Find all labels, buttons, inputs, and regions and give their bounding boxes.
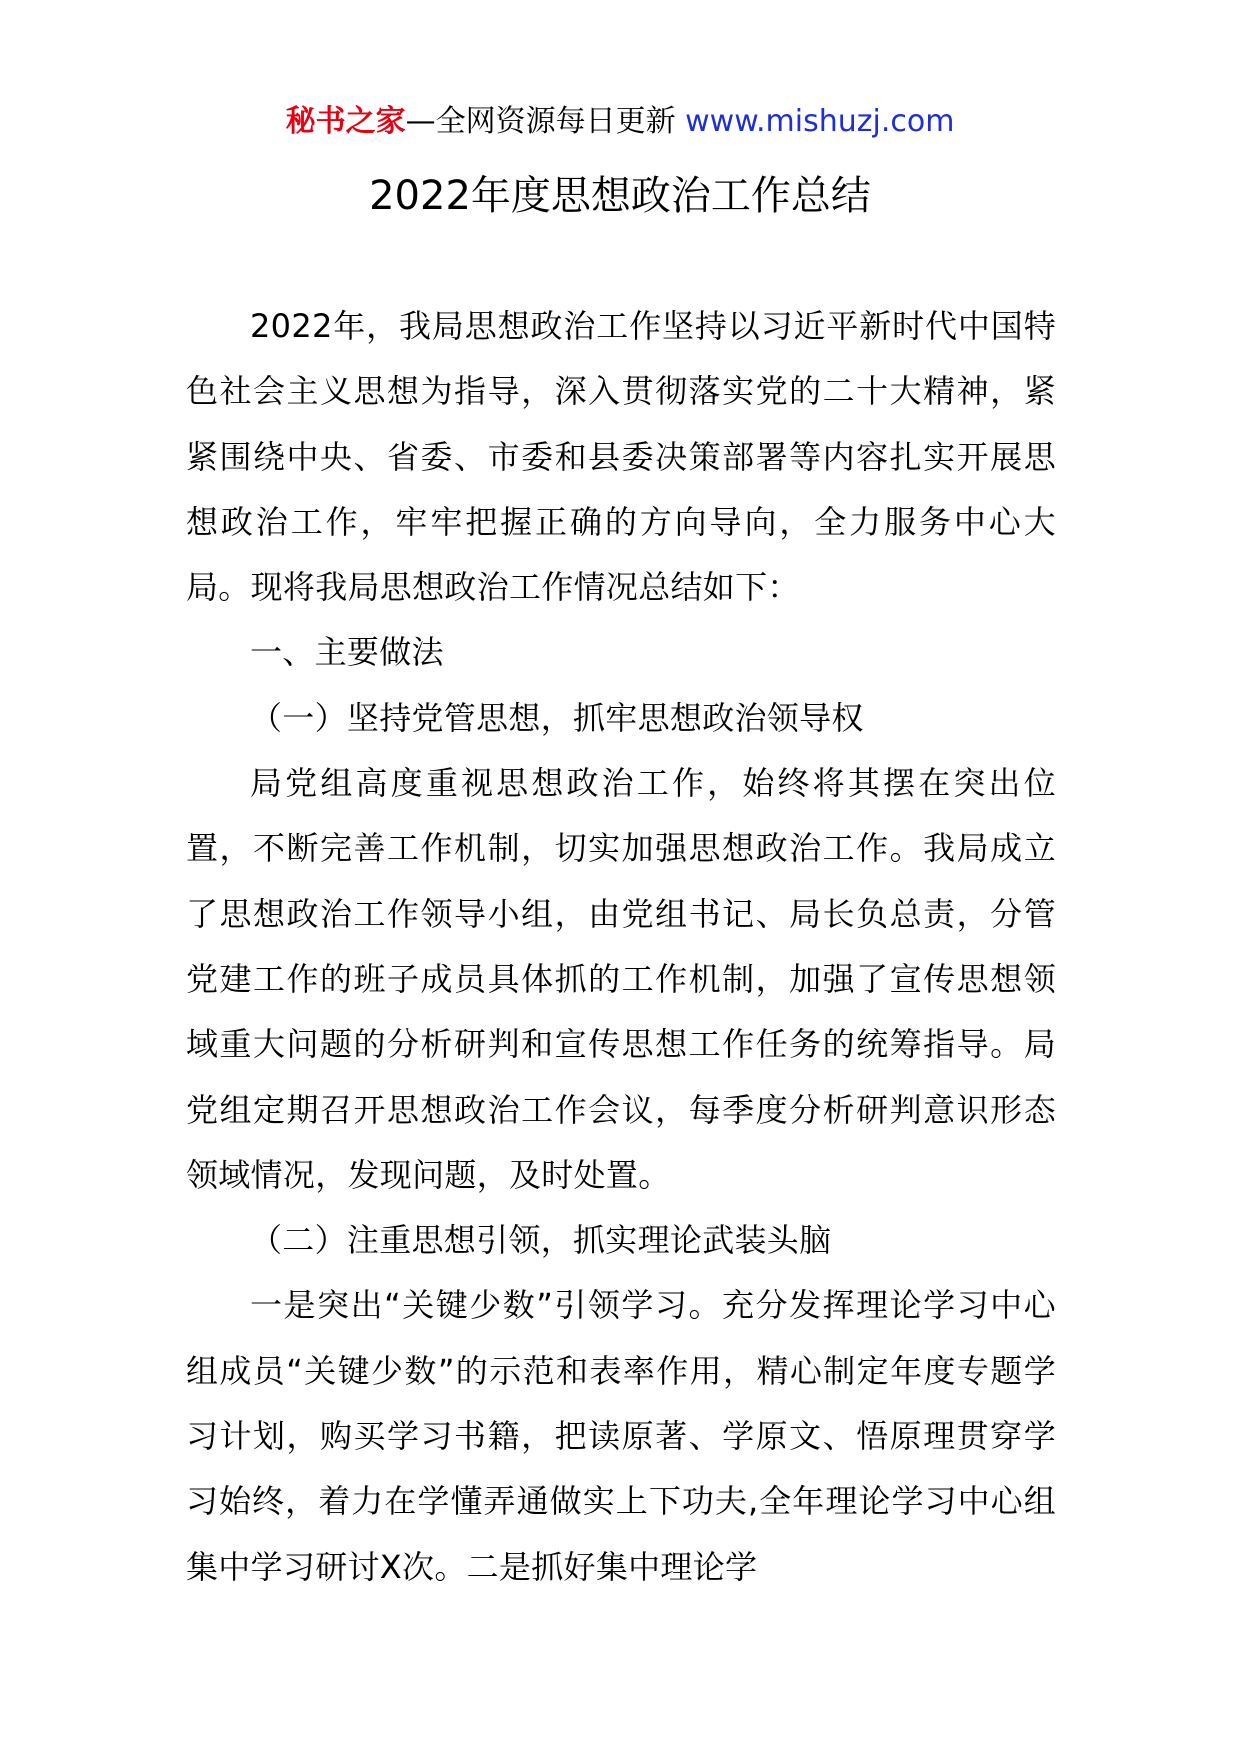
section-heading-main-practices: 一、主要做法 [250,633,444,672]
site-header [0,100,1240,144]
site-tagline: —全网资源每日更新 [405,104,676,139]
subsection-heading-1: （一）坚持党管思想，抓牢思想政治领导权 [250,698,864,737]
document-body [186,294,1056,1600]
intro-paragraph: 2022年，我局思想政治工作坚持以习近平新时代中国特色社会主义思想为指导，深入贯彻落实党的二十大精神，紧紧围绕中央、省委、市委和县委决策部署等内容扎实开展思想政治工作，牢牢把握正确的方向导向，全力服务中心大局。现将我局思想政治工作情况总结如下： [186,307,1056,607]
subsection-1-paragraph: 局党组高度重视思想政治工作，始终将其摆在突出位置，不断完善工作机制，切实加强思想政治工作。我局成立了思想政治工作领导小组，由党组书记、局长负总责，分管党建工作的班子成员具体抓的工作机制，加强了宣传思想领域重大问题的分析研判和宣传思想工作任务的统筹指导。局党组定期召开思想政治工作会议，每季度分析研判意识形态领域情况，发现问题，及时处置。 [186,764,1056,1194]
subsection-heading-2: （二）注重思想引领，抓实理论武装头脑 [250,1221,832,1260]
site-url-link[interactable]: www.mishuzj.com [685,104,955,139]
document-title: 2022年度思想政治工作总结 [369,173,871,219]
site-brand: 秘书之家 [285,104,406,139]
subsection-2-paragraph: 一是突出“关键少数”引领学习。充分发挥理论学习中心组成员“关键少数”的示范和表率作用，精心制定年度专题学习计划，购买学习书籍，把读原著、学原文、悟原理贯穿学习始终，着力在学懂弄通做实上下功夫,全年理论学习中心组集中学习研讨X次。二是抓好集中理论学 [186,1286,1056,1586]
